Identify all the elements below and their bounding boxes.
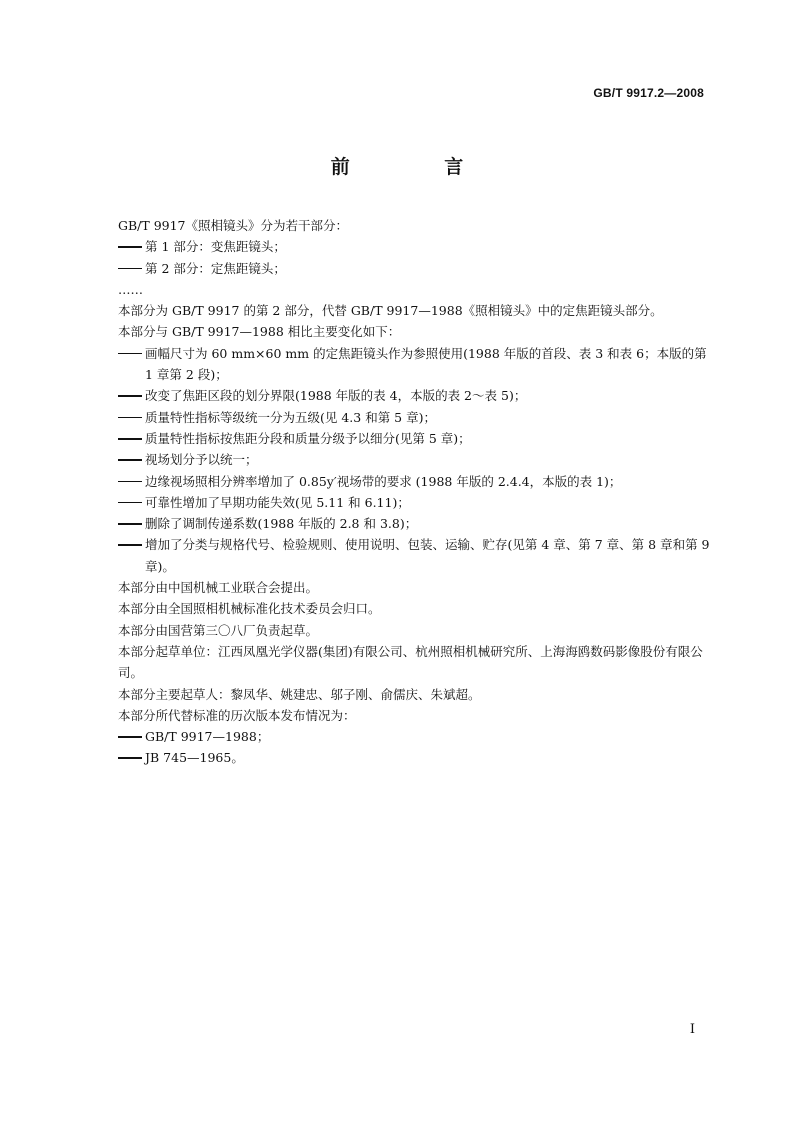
list-item	[118, 747, 710, 768]
paragraph-text: JB 745—1965。	[145, 750, 244, 766]
paragraph	[118, 620, 710, 641]
paragraph-text: 画幅尺寸为 60 mm×60 mm 的定焦距镜头作为参照使用(1988 年版的首段、表 3 和表 6；本版的第 1 章第 2 段)；	[145, 345, 707, 383]
list-dash	[118, 757, 142, 759]
list-dash	[118, 736, 142, 738]
list-dash	[118, 268, 142, 270]
list-item	[118, 428, 710, 449]
list-item	[118, 513, 710, 534]
paragraph-text: 增加了分类与规格代号、检验规则、使用说明、包装、运输、贮存(见第 4 章、第 7 章、第 8 章和第 9 章)。	[145, 537, 710, 574]
foreword-body	[118, 215, 710, 769]
list-dash	[118, 246, 142, 248]
paragraph-text: 质量特性指标按焦距分段和质量分级予以细分(见第 5 章)；	[145, 430, 471, 446]
paragraph-text: 第 2 部分：定焦距镜头；	[145, 260, 286, 276]
list-item	[118, 492, 710, 513]
paragraph-text: 本部分与 GB/T 9917—1988 相比主要变化如下：	[118, 324, 401, 340]
list-item	[118, 449, 710, 470]
list-dash	[118, 544, 142, 546]
standard-code: GB/T 9917.2—2008	[593, 86, 704, 100]
paragraph-text: 本部分由中国机械工业联合会提出。	[118, 580, 319, 596]
paragraph-text: ……	[118, 281, 143, 297]
list-dash	[118, 438, 142, 440]
paragraph-text: 本部分为 GB/T 9917 的第 2 部分，代替 GB/T 9917—1988《照相镜头》中的定焦距镜头部分。	[118, 303, 663, 319]
list-item	[118, 385, 710, 406]
paragraph-text: 删除了调制传递系数(1988 年版的 2.8 和 3.8)；	[145, 516, 418, 532]
list-dash	[118, 523, 142, 525]
list-item	[118, 726, 710, 747]
list-item	[118, 471, 710, 492]
paragraph	[118, 641, 710, 684]
paragraph	[118, 705, 710, 726]
list-item	[118, 258, 710, 279]
paragraph-text: 质量特性指标等级统一分为五级(见 4.3 和第 5 章)；	[145, 409, 436, 425]
page-number: I	[689, 1022, 695, 1037]
paragraph-text: 本部分主要起草人：黎凤华、姚建忠、邬子刚、俞儒庆、朱斌超。	[118, 686, 481, 702]
paragraph-text: 边缘视场照相分辨率增加了 0.85y′视场带的要求 (1988 年版的 2.4.4，本版的表 1)；	[145, 473, 622, 489]
paragraph	[118, 684, 710, 705]
paragraph	[118, 577, 710, 598]
list-dash	[118, 481, 142, 483]
list-item	[118, 236, 710, 257]
paragraph-text: 本部分由全国照相机械标准化技术委员会归口。	[118, 601, 381, 617]
list-item	[118, 407, 710, 428]
paragraph-text: GB/T 9917《照相镜头》分为若干部分：	[118, 218, 349, 233]
list-item	[118, 534, 710, 577]
list-dash	[118, 459, 142, 461]
list-dash	[118, 395, 142, 397]
list-item	[118, 343, 710, 386]
paragraph	[118, 598, 710, 619]
paragraph	[118, 300, 710, 321]
list-dash	[118, 353, 142, 355]
paragraph-text: 本部分由国营第三〇八厂负责起草。	[118, 622, 319, 638]
paragraph-text: GB/T 9917—1988；	[145, 729, 270, 745]
paragraph-text: 改变了焦距区段的划分界限(1988 年版的表 4，本版的表 2～表 5)；	[145, 388, 527, 404]
paragraph	[118, 215, 710, 236]
paragraph	[118, 321, 710, 342]
page-title: 前 言	[330, 156, 508, 178]
paragraph-text: 本部分所代替标准的历次版本发布情况为：	[118, 707, 356, 723]
paragraph-text: 可靠性增加了早期功能失效(见 5.11 和 6.11)；	[145, 494, 410, 510]
paragraph	[118, 279, 710, 300]
paragraph-text: 视场划分予以统一；	[145, 452, 258, 468]
list-dash	[118, 417, 142, 419]
paragraph-text: 本部分起草单位：江西凤凰光学仪器(集团)有限公司、杭州照相机械研究所、上海海鸥数码影像股份有限公司。	[118, 643, 703, 681]
paragraph-text: 第 1 部分：变焦距镜头；	[145, 239, 286, 255]
list-dash	[118, 502, 142, 504]
